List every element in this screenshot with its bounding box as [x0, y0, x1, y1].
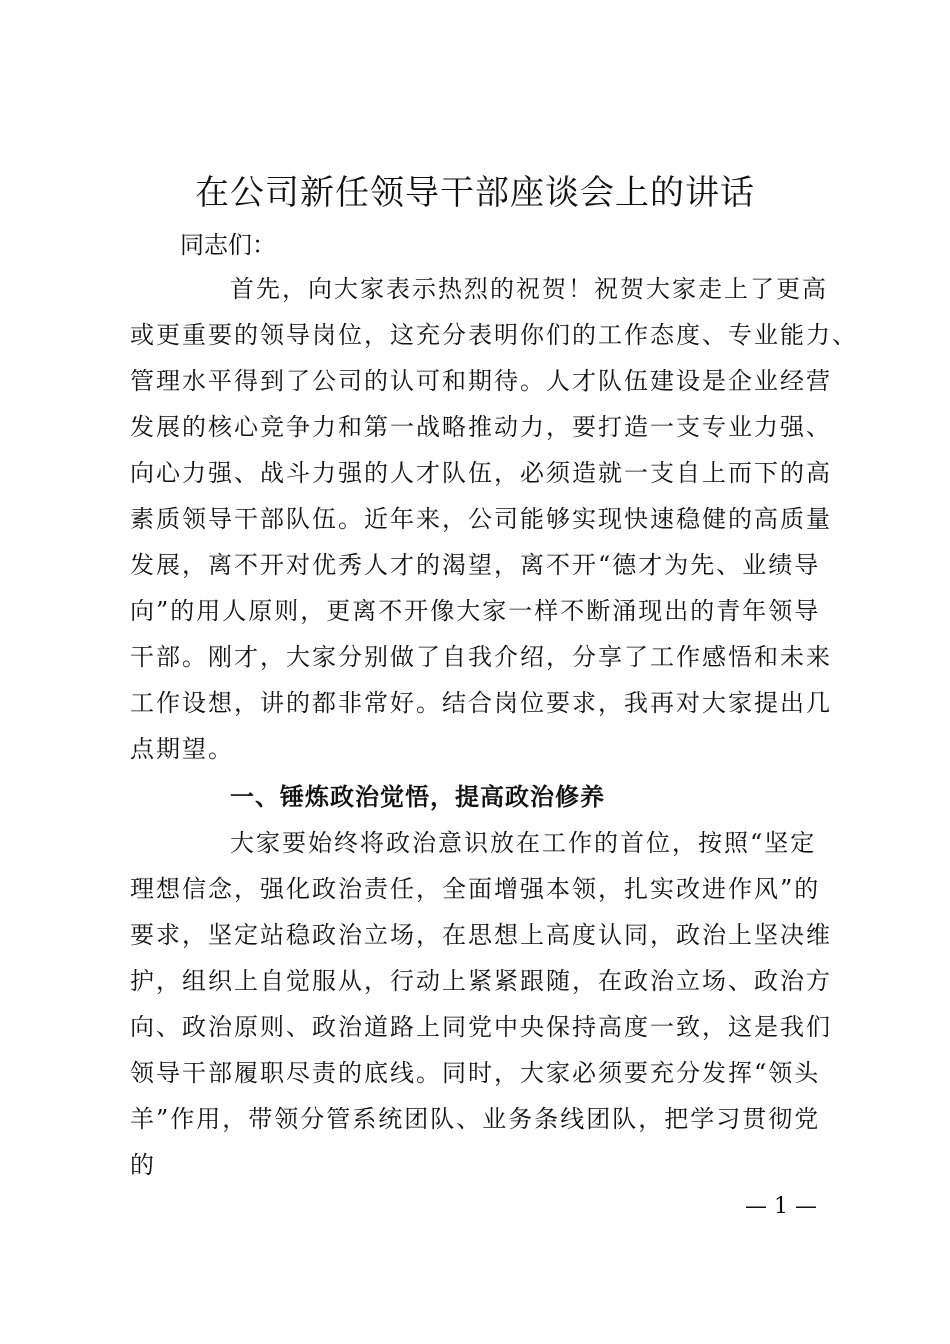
paragraph-line: 管理水平得到了公司的认可和期待。人才队伍建设是企业经营 [130, 367, 832, 395]
paragraph-line: 护，组织上自觉服从，行动上紧紧跟随，在政治立场、政治方 [130, 967, 832, 995]
paragraph-line: 素质领导干部队伍。近年来，公司能够实现快速稳健的高质量 [130, 505, 832, 533]
salutation: 同志们： [180, 231, 276, 259]
paragraph-line: 发展，离不开对优秀人才的渴望，离不开“德才为先、业绩导 [130, 551, 821, 579]
paragraph-line: 首先，向大家表示热烈的祝贺！祝贺大家走上了更高 [230, 275, 828, 303]
paragraph-line: 发展的核心竞争力和第一战略推动力，要打造一支专业力强、 [130, 413, 832, 441]
paragraph-line: 向”的用人原则，更离不开像大家一样不断涌现出的青年领导 [130, 597, 821, 625]
paragraph-line: 干部。刚才，大家分别做了自我介绍，分享了工作感悟和未来 [130, 643, 832, 671]
paragraph-1 [130, 266, 858, 772]
paragraph-line: 的 [130, 1151, 156, 1179]
paragraph-line: 大家要始终将政治意识放在工作的首位，按照“坚定 [230, 829, 817, 857]
paragraph-line: 领导干部履职尽责的底线。同时，大家必须要充分发挥“领头 [130, 1059, 821, 1087]
paragraph-line: 向、政治原则、政治道路上同党中央保持高度一致，这是我们 [130, 1013, 832, 1041]
page-number: — 1 — [745, 1194, 817, 1219]
paragraph-2 [130, 820, 850, 1188]
paragraph-line: 羊”作用，带领分管系统团队、业务条线团队，把学习贯彻党 [130, 1105, 821, 1133]
paragraph-line: 要求，坚定站稳政治立场，在思想上高度认同，政治上坚决维 [130, 921, 832, 949]
section-heading-1: 一、锤炼政治觉悟，提高政治修养 [230, 783, 605, 811]
paragraph-line: 点期望。 [130, 735, 234, 763]
paragraph-line: 理想信念，强化政治责任，全面增强本领，扎实改进作风”的 [130, 875, 821, 903]
paragraph-line: 工作设想，讲的都非常好。结合岗位要求，我再对大家提出几 [130, 689, 832, 717]
paragraph-line: 向心力强、战斗力强的人才队伍，必须造就一支自上而下的高 [130, 459, 832, 487]
paragraph-line: 或更重要的领导岗位，这充分表明你们的工作态度、专业能力、 [130, 321, 858, 349]
document-title: 在公司新任领导干部座谈会上的讲话 [195, 173, 755, 213]
